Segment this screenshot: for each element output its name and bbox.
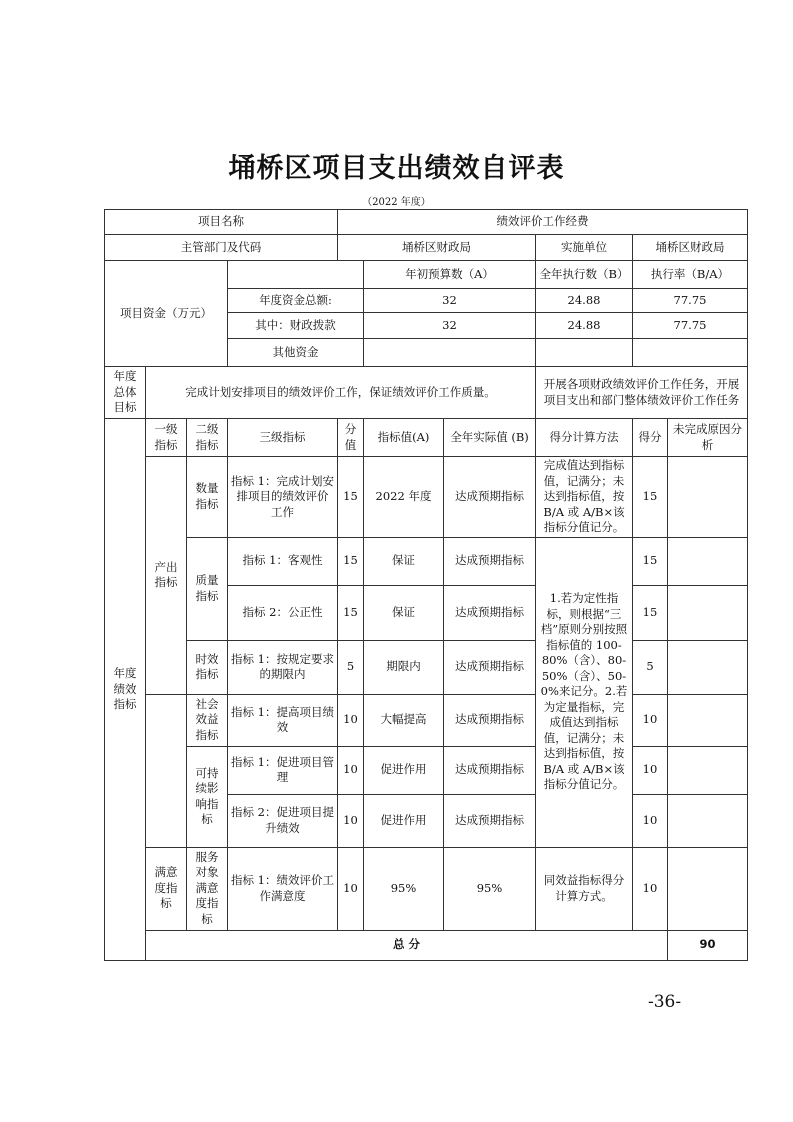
indicator-weight: 10 [338, 847, 364, 930]
satisfaction-indicator-label: 满意度指标 [146, 847, 187, 930]
indicator-name: 指标 1：客观性 [228, 537, 338, 585]
project-name-label: 项目名称 [105, 210, 338, 235]
indicator-actual: 达成预期指标 [444, 694, 536, 746]
year-note: （2022 年度） [362, 197, 431, 208]
header-level1: 一级指标 [146, 419, 187, 457]
indicator-target: 保证 [364, 585, 444, 640]
social-category: 社会效益指标 [187, 694, 228, 746]
funds-row-label: 年度资金总额: [228, 289, 364, 313]
indicator-row [105, 847, 748, 930]
indicator-weight: 10 [338, 794, 364, 847]
indicator-row [105, 457, 748, 538]
funds-row-label: 其中：财政拨款 [228, 313, 364, 339]
funds-row-exec: 24.88 [536, 313, 633, 339]
indicator-weight: 5 [338, 640, 364, 694]
header-target: 指标值(A) [364, 419, 444, 457]
page-title: 埇桥区项目支出绩效自评表 [228, 153, 565, 184]
common-method: 1.若为定性指标，则根据“三档”原则分别按照指标值的 100-80%（含）、80-50%（含）、50-0%来记分。2.若为定量指标，完成值达到指标值，记满分；未达到指标值，按 B/A 或 A/B×该指标分值记分。 [536, 537, 633, 847]
indicator-target: 促进作用 [364, 794, 444, 847]
indicator-score: 10 [633, 694, 668, 746]
indicator-actual: 达成预期指标 [444, 585, 536, 640]
indicator-actual: 达成预期指标 [444, 457, 536, 538]
funds-row-budget: 32 [364, 289, 536, 313]
indicator-row [105, 746, 748, 794]
indicator-reason [668, 794, 748, 847]
funds-label: 项目资金（万元） [105, 261, 228, 367]
indicator-name: 指标 2：公正性 [228, 585, 338, 640]
indicator-actual: 达成预期指标 [444, 640, 536, 694]
header-score: 得分 [633, 419, 668, 457]
indicator-weight: 10 [338, 694, 364, 746]
indicator-name: 指标 1：提高项目绩效 [228, 694, 338, 746]
indicator-reason [668, 640, 748, 694]
indicator-name: 指标 2：促进项目提升绩效 [228, 794, 338, 847]
dept-value: 埇桥区财政局 [338, 235, 536, 261]
funds-row-budget: 32 [364, 313, 536, 339]
indicator-actual: 95% [444, 847, 536, 930]
indicator-reason [668, 694, 748, 746]
time-category: 时效指标 [187, 640, 228, 694]
goals-actual: 开展各项财政绩效评价工作任务，开展项目支出和部门整体绩效评价工作任务 [536, 367, 748, 419]
col-budget: 年初预算数（A） [364, 261, 536, 289]
effect-indicator-label [146, 694, 187, 847]
header-level3: 三级指标 [228, 419, 338, 457]
indicator-reason [668, 457, 748, 538]
indicator-score: 10 [633, 746, 668, 794]
indicator-name: 指标 1：完成计划安排项目的绩效评价工作 [228, 457, 338, 538]
service-category: 服务对象满意度指标 [187, 847, 228, 930]
total-label: 总 分 [146, 930, 668, 960]
impl-label: 实施单位 [536, 235, 633, 261]
indicator-actual: 达成预期指标 [444, 794, 536, 847]
quantity-category: 数量指标 [187, 457, 228, 538]
quantity-method: 完成值达到指标值，记满分；未达到指标值，按 B/A 或 A/B×该指标分值记分。 [536, 457, 633, 538]
indicator-score: 10 [633, 847, 668, 930]
indicator-name: 指标 1：按规定要求的期限内 [228, 640, 338, 694]
indicator-target: 95% [364, 847, 444, 930]
indicator-weight: 10 [338, 746, 364, 794]
evaluation-table [104, 209, 748, 961]
indicator-score: 15 [633, 537, 668, 585]
indicator-target: 期限内 [364, 640, 444, 694]
col-rate: 执行率（B/A） [633, 261, 748, 289]
indicator-reason [668, 585, 748, 640]
indicator-row [105, 640, 748, 694]
indicator-name: 指标 1：促进项目管理 [228, 746, 338, 794]
total-score: 90 [668, 930, 748, 960]
header-method: 得分计算方法 [536, 419, 633, 457]
indicator-score: 10 [633, 794, 668, 847]
indicator-reason [668, 537, 748, 585]
indicator-score: 5 [633, 640, 668, 694]
funds-header-blank [228, 261, 364, 289]
col-exec: 全年执行数（B） [536, 261, 633, 289]
indicator-weight: 15 [338, 457, 364, 538]
quality-category: 质量指标 [187, 537, 228, 640]
project-name-value: 绩效评价工作经费 [338, 210, 748, 235]
funds-row-budget [364, 339, 536, 367]
indicator-target: 保证 [364, 537, 444, 585]
indicator-section-label: 年度绩效指标 [105, 419, 146, 961]
indicator-weight: 15 [338, 537, 364, 585]
funds-row-label: 其他资金 [228, 339, 364, 367]
indicator-weight: 15 [338, 585, 364, 640]
page-number: -36- [648, 992, 682, 1012]
indicator-header-row [105, 419, 748, 457]
funds-row-exec: 24.88 [536, 289, 633, 313]
indicator-actual: 达成预期指标 [444, 746, 536, 794]
indicator-target: 促进作用 [364, 746, 444, 794]
funds-row-rate: 77.75 [633, 289, 748, 313]
indicator-reason [668, 746, 748, 794]
sustain-category: 可持续影响指标 [187, 746, 228, 847]
project-name-row [105, 210, 748, 235]
total-row [105, 930, 748, 960]
satisfaction-method: 同效益指标得分计算方式。 [536, 847, 633, 930]
indicator-target: 2022 年度 [364, 457, 444, 538]
funds-row-rate [633, 339, 748, 367]
department-row [105, 235, 748, 261]
indicator-row [105, 694, 748, 746]
header-weight: 分值 [338, 419, 364, 457]
funds-row-exec [536, 339, 633, 367]
indicator-name: 指标 1：绩效评价工作满意度 [228, 847, 338, 930]
header-actual: 全年实际值 (B) [444, 419, 536, 457]
indicator-score: 15 [633, 457, 668, 538]
goals-row [105, 367, 748, 419]
funds-header-row [105, 261, 748, 289]
header-level2: 二级指标 [187, 419, 228, 457]
goals-label: 年度总体目标 [105, 367, 146, 419]
impl-value: 埇桥区财政局 [633, 235, 748, 261]
funds-row-rate: 77.75 [633, 313, 748, 339]
indicator-target: 大幅提高 [364, 694, 444, 746]
header-reason: 未完成原因分析 [668, 419, 748, 457]
dept-label: 主管部门及代码 [105, 235, 338, 261]
output-indicator-label: 产出指标 [146, 457, 187, 695]
indicator-actual: 达成预期指标 [444, 537, 536, 585]
goals-planned: 完成计划安排项目的绩效评价工作，保证绩效评价工作质量。 [146, 367, 536, 419]
indicator-score: 15 [633, 585, 668, 640]
indicator-row [105, 537, 748, 585]
indicator-reason [668, 847, 748, 930]
